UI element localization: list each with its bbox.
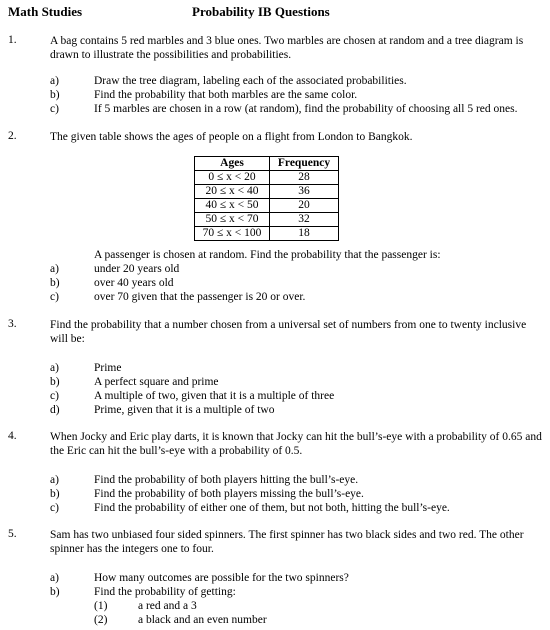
question-parts — [50, 74, 544, 116]
part-c — [50, 389, 544, 403]
table-header-row — [195, 157, 339, 171]
part-text: A multiple of two, given that it is a multiple of three — [94, 390, 335, 402]
question-number: 4. — [8, 430, 17, 442]
part-text: Find the probability of both players hitting the bull’s-eye. — [94, 474, 359, 486]
part-a — [50, 361, 544, 375]
question-number: 2. — [8, 130, 17, 142]
subpart-text: a black and an even number — [138, 614, 267, 626]
part-letter: d) — [50, 404, 60, 416]
part-letter: a) — [50, 572, 59, 584]
part-b — [50, 487, 544, 501]
question-text: Find the probability that a number chosen from a universal set of numbers from one to twenty inclusive will be: — [50, 319, 527, 345]
part-b — [50, 276, 544, 290]
question-text: The given table shows the ages of people on a flight from London to Bangkok. — [50, 131, 413, 143]
part-text: Draw the tree diagram, labeling each of the associated probabilities. — [94, 75, 407, 87]
part-text: over 70 given that the passenger is 20 or over. — [94, 291, 306, 303]
part-letter: a) — [50, 263, 59, 275]
part-a — [50, 262, 544, 276]
question-2-intro: A passenger is chosen at random. Find the probability that the passenger is: — [94, 249, 441, 261]
part-letter: a) — [50, 362, 59, 374]
age-frequency-table — [194, 156, 339, 241]
subpart-number: (2) — [94, 614, 108, 626]
table-row — [195, 227, 339, 241]
part-text: Find the probability of both players missing the bull’s-eye. — [94, 488, 364, 500]
part-letter: b) — [50, 277, 60, 289]
table-row — [195, 199, 339, 213]
part-letter: b) — [50, 586, 60, 598]
part-letter: b) — [50, 488, 60, 500]
question-parts — [50, 361, 544, 417]
frequency-cell: 20 — [270, 199, 339, 213]
table-row — [195, 213, 339, 227]
part-text: A perfect square and prime — [94, 376, 219, 388]
part-letter: c) — [50, 502, 59, 514]
part-letter: c) — [50, 103, 59, 115]
question-text: A bag contains 5 red marbles and 3 blue ones. Two marbles are chosen at random and a tree diagram is drawn to illustrate the possibilities and probabilities. — [50, 35, 524, 61]
part-text: over 40 years old — [94, 277, 174, 289]
column-header-ages: Ages — [195, 157, 270, 171]
part-b — [50, 88, 544, 102]
question-2-parts — [50, 262, 544, 304]
frequency-cell: 32 — [270, 213, 339, 227]
part-b — [50, 375, 544, 389]
part-c — [50, 290, 544, 304]
question-number: 3. — [8, 318, 17, 330]
question-number: 1. — [8, 34, 17, 46]
subpart-1 — [50, 599, 544, 613]
part-text: under 20 years old — [94, 263, 180, 275]
age-cell: 0 ≤ x < 20 — [195, 171, 270, 185]
frequency-cell: 18 — [270, 227, 339, 241]
table-row — [195, 185, 339, 199]
part-a — [50, 473, 544, 487]
part-c — [50, 501, 544, 515]
question-text: Sam has two unbiased four sided spinners. The first spinner has two black sides and two red. The other spinner has the integers one to four. — [50, 529, 524, 555]
question-number: 5. — [8, 528, 17, 540]
part-letter: b) — [50, 376, 60, 388]
part-c — [50, 102, 544, 116]
part-letter: c) — [50, 390, 59, 402]
part-text: Prime, given that it is a multiple of two — [94, 404, 275, 416]
age-cell: 70 ≤ x < 100 — [195, 227, 270, 241]
age-cell: 20 ≤ x < 40 — [195, 185, 270, 199]
age-cell: 40 ≤ x < 50 — [195, 199, 270, 213]
part-letter: c) — [50, 291, 59, 303]
part-d — [50, 403, 544, 417]
course-name: Math Studies — [8, 4, 83, 19]
part-text: Find the probability of either one of them, but not both, hitting the bull’s-eye. — [94, 502, 450, 514]
part-b — [50, 585, 544, 599]
age-cell: 50 ≤ x < 70 — [195, 213, 270, 227]
column-header-frequency: Frequency — [270, 157, 339, 171]
part-letter: a) — [50, 474, 59, 486]
part-a — [50, 571, 544, 585]
part-text: Find the probability of getting: — [94, 586, 236, 598]
part-text: Prime — [94, 362, 122, 374]
table-row — [195, 171, 339, 185]
subpart-2 — [50, 613, 544, 627]
part-a — [50, 74, 544, 88]
part-letter: a) — [50, 75, 59, 87]
part-text: If 5 marbles are chosen in a row (at random), find the probability of choosing all 5 red ones. — [94, 103, 518, 115]
frequency-cell: 36 — [270, 185, 339, 199]
subpart-number: (1) — [94, 600, 108, 612]
document-title: Probability IB Questions — [192, 4, 330, 19]
question-parts — [50, 571, 544, 627]
part-text: How many outcomes are possible for the two spinners? — [94, 572, 349, 584]
part-letter: b) — [50, 89, 60, 101]
part-text: Find the probability that both marbles are the same color. — [94, 89, 358, 101]
frequency-cell: 28 — [270, 171, 339, 185]
question-text: When Jocky and Eric play darts, it is known that Jocky can hit the bull’s-eye with a probability of 0.65 and the Eric can hit the bull’s-eye with a probability of 0.5. — [50, 431, 542, 457]
question-parts — [50, 473, 544, 515]
subpart-text: a red and a 3 — [138, 600, 197, 612]
